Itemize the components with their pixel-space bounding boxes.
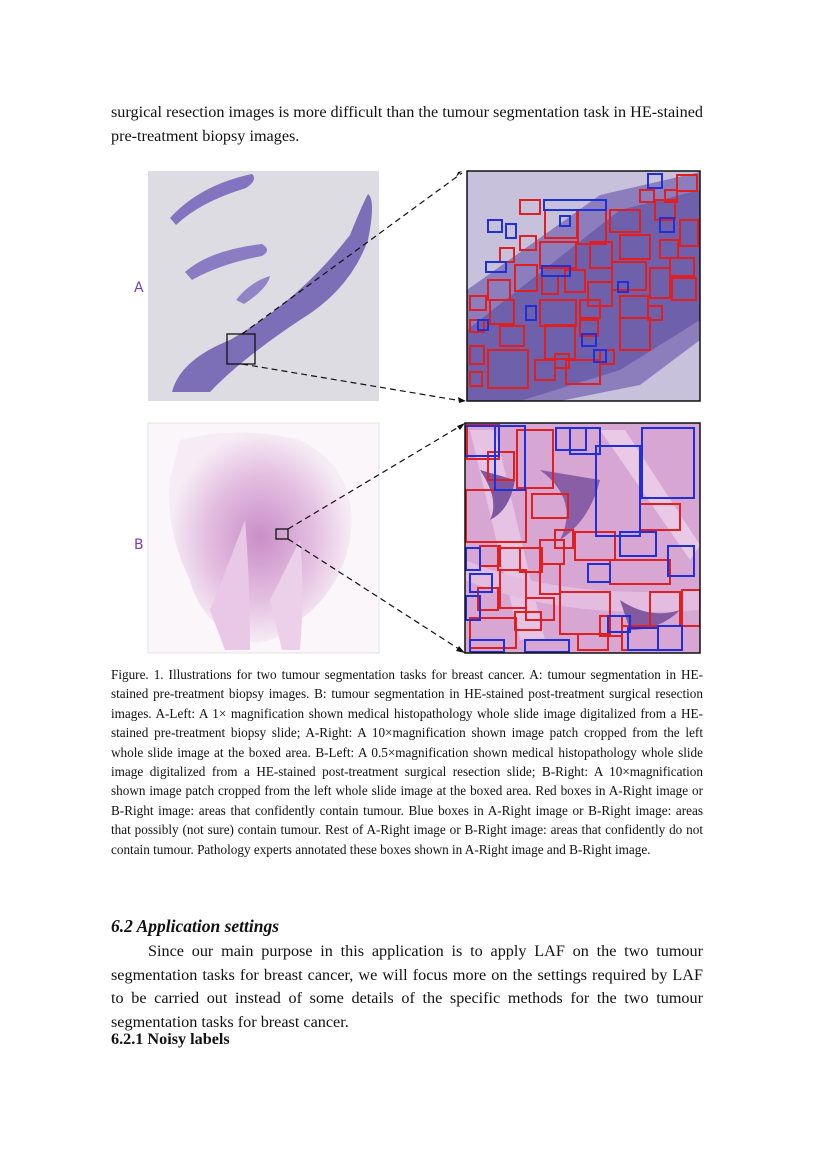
panel-a-right-zoom — [467, 171, 700, 401]
panel-a-left-slide — [148, 171, 379, 401]
intro-paragraph: surgical resection images is more difficult than the tumour segmentation task in HE-stained pre-treatment biopsy images. — [111, 103, 703, 145]
panel-b-right-zoom — [465, 423, 700, 653]
panel-a-label: A — [134, 280, 144, 296]
panel-b-left-slide — [148, 423, 379, 653]
figure-caption: Figure. 1. Illustrations for two tumour segmentation tasks for breast cancer. A: tumour segmentation in HE-stained pre-treatment biopsy images. B: tumour segmentation in HE-stained post-treatment surgical resection images. A-Left: A 1× magnification shown medical histopathology whole slide image digitalized from a HE-stained pre-treatment biopsy slide; A-Right: A 10×magnification shown image patch cropped from the left whole slide image at the boxed area. B-Left: A 0.5×magnification shown medical histopathology whole slide image digitalized from a HE-stained post-treatment surgical resection slide; B-Right: A 10×magnification shown image patch cropped from the left whole slide image at the boxed area. Red boxes in A-Right image or B-Right image: areas that confidently contain tumour. Blue boxes in A-Right image or B-Right image: areas that possibly (not sure) contain tumour. Rest of A-Right image or B-Right image: areas that confidently do not contain tumour. Pathology experts annotated these boxes shown in A-Right image and B-Right image. — [111, 667, 703, 857]
panel-b-label: B — [134, 537, 144, 553]
subsection-heading: 6.2.1 Noisy labels — [111, 1030, 230, 1048]
figure-1 — [0, 160, 827, 660]
section-heading: 6.2 Application settings — [111, 916, 280, 936]
section-paragraph: Since our main purpose in this application is to apply LAF on the two tumour segmentation tasks for breast cancer, we will focus more on the settings required by LAF to be carried out instead of some details of the specific methods for the two tumour segmentation tasks for breast cancer. — [111, 942, 703, 1031]
